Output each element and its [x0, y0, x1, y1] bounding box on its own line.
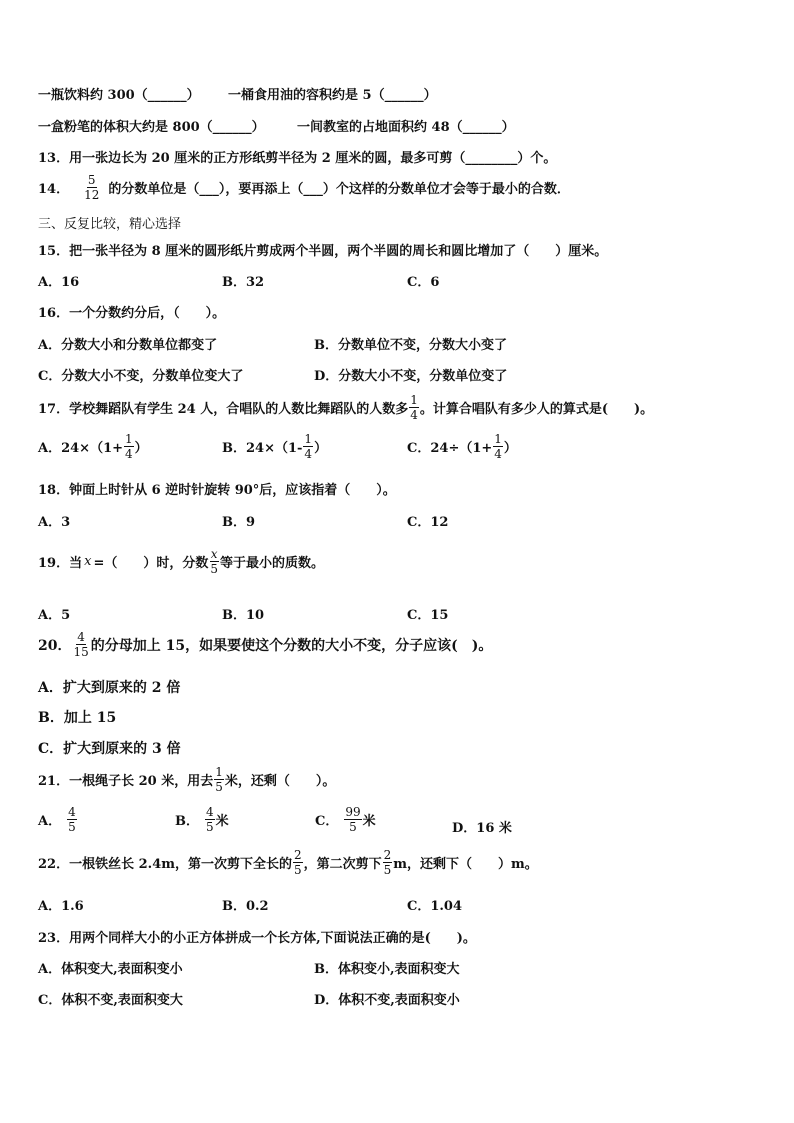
section-heading-3: 三、反复比较，精心选择	[38, 217, 182, 232]
fraction-1-4: $\frac{1}{4}$	[494, 432, 502, 461]
question-14: 14． $\frac{5}{12}$ 的分数单位是（___），要再添上（___）个这样的分数单位才会等于最小的合数．	[38, 173, 570, 202]
fraction-1-4: $\frac{1}{4}$	[125, 432, 133, 461]
question-23: 23．用两个同样大小的小正方体拼成一个长方体,下面说法正确的是( )。	[38, 931, 476, 946]
question-19: 19．当 x =（ ）时，分数 $\frac{x}{5}$ 等于最小的质数。	[38, 547, 324, 576]
fraction-99-5: $\frac{99}{5}$	[345, 805, 361, 834]
fraction-4-5: $\frac{4}{5}$	[68, 805, 76, 834]
fraction-5-12: $\frac{5}{12}$	[84, 173, 100, 202]
q23-option-a[interactable]: A．体积变大,表面积变小	[38, 962, 183, 977]
q19-option-c[interactable]: C．15	[407, 608, 449, 623]
q17-option-a[interactable]: A．24×（1+ $\frac{1}{4}$ ）	[38, 432, 148, 461]
q16-option-c[interactable]: C．分数大小不变，分数单位变大了	[38, 369, 244, 384]
q12-item-b: 一桶食用油的容积约是 5（______）	[228, 88, 437, 103]
question-21: 21．一根绳子长 20 米，用去 $\frac{1}{5}$ 米，还剩（ ）。	[38, 765, 336, 794]
q16-option-b[interactable]: B．分数单位不变，分数大小变了	[314, 338, 507, 353]
fraction-4-15: $\frac{4}{15}$	[73, 630, 89, 659]
fraction-x-5: $\frac{x}{5}$	[210, 547, 218, 576]
q21-option-d[interactable]: D．16 米	[452, 821, 512, 836]
fraction-1-4: $\frac{1}{4}$	[410, 393, 418, 422]
q23-option-c[interactable]: C．体积不变,表面积变大	[38, 993, 183, 1008]
q20-option-b[interactable]: B．加上 15	[38, 710, 117, 726]
q12-item-c: 一盒粉笔的体积大约是 800（______）	[38, 120, 265, 135]
q15-option-b[interactable]: B．32	[222, 275, 265, 290]
question-17: 17．学校舞蹈队有学生 24 人，合唱队的人数比舞蹈队的人数多 $\frac{1}{4}$ 。计算合唱队有多少人的算式是( )。	[38, 393, 654, 422]
q19-option-b[interactable]: B．10	[222, 608, 265, 623]
question-13: 13．用一张边长为 20 厘米的正方形纸剪半径为 2 厘米的圆，最多可剪（________）个。	[38, 151, 557, 166]
q22-option-b[interactable]: B．0.2	[222, 899, 269, 914]
q21-option-a[interactable]: A． $\frac{4}{5}$	[38, 805, 76, 834]
q23-option-d[interactable]: D．体积不变,表面积变小	[314, 993, 460, 1008]
q15-option-c[interactable]: C．6	[407, 275, 440, 290]
fraction-1-4: $\frac{1}{4}$	[304, 432, 313, 461]
q21-option-b[interactable]: B． $\frac{4}{5}$ 米	[175, 805, 229, 834]
fraction-1-5: $\frac{1}{5}$	[215, 765, 223, 794]
fraction-2-5: $\frac{2}{5}$	[294, 848, 302, 877]
q22-option-c[interactable]: C．1.04	[407, 899, 463, 914]
q17-option-b[interactable]: B．24×（1- $\frac{1}{4}$ ）	[222, 432, 328, 461]
q15-option-a[interactable]: A．16	[38, 275, 80, 290]
q16-option-a[interactable]: A．分数大小和分数单位都变了	[38, 338, 218, 353]
q23-option-b[interactable]: B．体积变小,表面积变大	[314, 962, 460, 977]
q20-option-c[interactable]: C．扩大到原来的 3 倍	[38, 741, 181, 757]
q12-item-d: 一间教室的占地面积约 48（______）	[297, 120, 515, 135]
question-15: 15．把一张半径为 8 厘米的圆形纸片剪成两个半圆，两个半圆的周长和圆比增加了（ ）厘米。	[38, 244, 608, 259]
question-20: 20． $\frac{4}{15}$ 的分母加上 15，如果要使这个分数的大小不变，分子应该( )。	[38, 630, 493, 659]
q18-option-c[interactable]: C．12	[407, 515, 449, 530]
q17-option-c[interactable]: C．24÷（1+ $\frac{1}{4}$ ）	[407, 432, 517, 461]
q16-option-d[interactable]: D．分数大小不变，分数单位变了	[314, 369, 508, 384]
question-22: 22．一根铁丝长 2.4m，第一次剪下全长的 $\frac{2}{5}$ ，第二次剪下 $\frac{2}{5}$ m，还剩下（ ）m。	[38, 848, 538, 877]
fraction-2-5: $\frac{2}{5}$	[383, 848, 392, 877]
q21-option-c[interactable]: C． $\frac{99}{5}$ 米	[315, 805, 376, 834]
question-18: 18．钟面上时针从 6 逆时针旋转 90°后，应该指着（ ）。	[38, 483, 396, 498]
q18-option-b[interactable]: B．9	[222, 515, 256, 530]
fraction-4-5: $\frac{4}{5}$	[206, 805, 214, 834]
q20-option-a[interactable]: A．扩大到原来的 2 倍	[38, 680, 181, 696]
q19-option-a[interactable]: A．5	[38, 608, 71, 623]
q12-item-a: 一瓶饮料约 300（______）	[38, 88, 200, 103]
q18-option-a[interactable]: A．3	[38, 515, 71, 530]
q22-option-a[interactable]: A．1.6	[38, 899, 84, 914]
question-16: 16．一个分数约分后，（ ）。	[38, 306, 226, 321]
